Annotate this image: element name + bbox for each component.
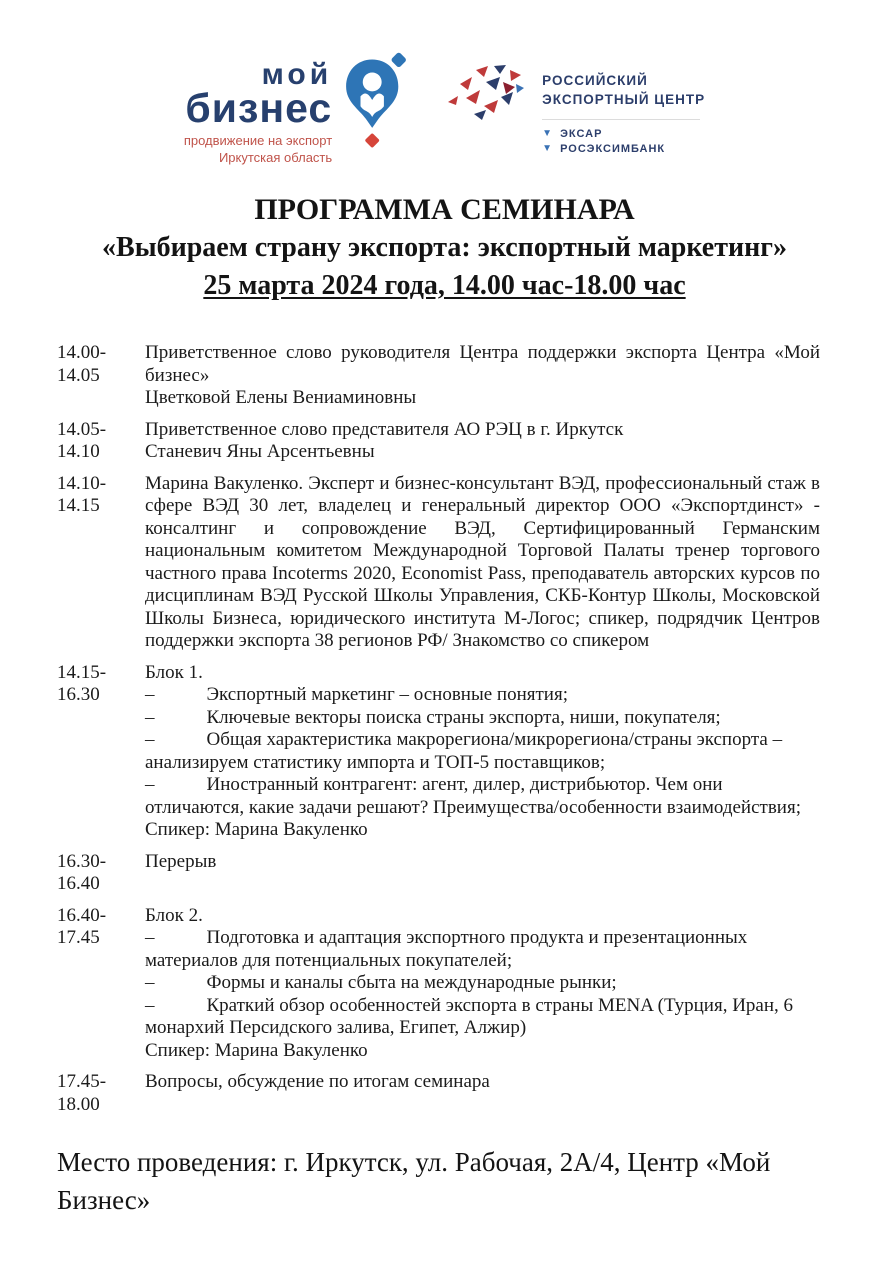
bullet-item [145,684,820,707]
bullet-text: Подготовка и адаптация экспортного продукта и презентационных материалов для потенциальных покупателей; [145,927,748,971]
bullet-text: Экспортный маркетинг – основные понятия; [206,684,568,706]
bullet-item [145,729,820,774]
time-start: 17.45- [57,1071,107,1093]
time-end: 18.00 [57,1093,100,1115]
bullet-item [145,927,820,972]
time-slot [57,662,145,842]
title-date-line: 25 марта 2024 года, 14.00 час-18.00 час [203,269,686,301]
time-slot [57,473,145,653]
logo-subtitle-line2: Иркутская область [218,150,333,166]
time-start: 14.15- [57,661,107,683]
time-end: 14.10 [57,441,100,463]
time-slot [57,905,145,1063]
header-logos [0,0,889,167]
row-content [145,473,820,653]
time-slot [57,342,145,410]
logo-subtitle-line1: продвижение на экспорт [183,132,333,148]
rec-triangles-icon [446,62,528,131]
time-start: 16.40- [57,904,107,926]
schedule-row [57,419,820,464]
row-content [145,342,820,410]
triangle-marker-icon: ▼ [542,127,553,139]
row-content [145,905,820,1063]
time-start: 14.10- [57,472,107,494]
bullet-text: Иностранный контрагент: агент, дилер, дистрибьютор. Чем они отличаются, какие задачи решают? Преимущества/особенности взаимодействия; [145,774,801,818]
time-end: 14.15 [57,495,100,517]
dash-marker: – [145,684,155,706]
seminar-schedule [57,342,820,1116]
time-end: 16.30 [57,684,100,706]
bullet-item [145,707,820,730]
block-label: Блок 2. [145,904,203,926]
time-end: 17.45 [57,927,100,949]
block-label: Блок 1. [145,661,203,683]
title-line1: ПРОГРАММА СЕМИНАРА [254,192,635,226]
logo-title-line2: бизнес [185,84,333,131]
row-paragraph: Станевич Яны Арсентьевны [145,441,375,463]
row-paragraph: Приветственное слово представителя АО РЭЦ в г. Иркутск [145,418,624,440]
bullet-item [145,995,820,1040]
rec-title-line2: ЭКСПОРТНЫЙ ЦЕНТР [542,91,706,107]
bullet-item [145,972,820,995]
time-end: 16.40 [57,873,100,895]
rec-divider [542,119,700,120]
bullet-text: Формы и каналы сбыта на международные рынки; [206,972,617,994]
rocket-pin-icon [338,52,410,161]
schedule-row [57,851,820,896]
dash-marker: – [145,994,155,1016]
time-slot [57,1071,145,1116]
dash-marker: – [145,729,155,751]
triangle-marker-icon: ▼ [542,142,553,154]
venue-line: Место проведения: г. Иркутск, ул. Рабочая, 2А/4, Центр «Мой Бизнес» [57,1147,771,1216]
time-start: 16.30- [57,850,107,872]
schedule-row [57,905,820,1063]
speaker-line: Спикер: Марина Вакуленко [145,819,368,841]
schedule-row [57,662,820,842]
row-content [145,662,820,842]
logo-subtitle [184,132,332,167]
rec-partner-roseximbank [542,143,705,155]
rec-partner-label: ЭКСАР [560,127,603,140]
row-paragraph: Цветковой Елены Вениаминовны [145,387,417,409]
time-start: 14.05- [57,418,107,440]
row-content [145,419,820,464]
schedule-row [57,342,820,410]
time-start: 14.00- [57,342,107,364]
bullet-text: Краткий обзор особенностей экспорта в страны MENA (Турция, Иран, 6 монархий Персидского залива, Египет, Алжир) [145,994,794,1039]
row-paragraph: Перерыв [145,850,217,872]
schedule-row [57,1071,820,1116]
title-line2: «Выбираем страну экспорта: экспортный маркетинг» [102,232,787,264]
rec-partner-label: РОСЭКСИМБАНК [560,142,666,155]
bullet-item [145,774,820,819]
time-end: 14.05 [57,364,100,386]
row-content [145,1071,820,1116]
schedule-row [57,473,820,653]
rec-logo [446,56,705,155]
time-slot [57,851,145,896]
document-title [0,193,889,303]
time-slot [57,419,145,464]
logo-title-line1: мой [261,58,333,91]
rec-partner-eksar [542,128,705,140]
speaker-line: Спикер: Марина Вакуленко [145,1039,368,1061]
row-paragraph: Вопросы, обсуждение по итогам семинара [145,1071,490,1093]
my-business-logo [184,52,410,167]
rec-title-line1: РОССИЙСКИЙ [542,73,648,88]
rec-logo-text [542,72,705,155]
bullet-text: Ключевые векторы поиска страны экспорта, ниши, покупателя; [206,706,721,728]
row-paragraph: Приветственное слово руководителя Центра поддержки экспорта Центра «Мой бизнес» [145,342,820,386]
dash-marker: – [145,774,155,796]
dash-marker: – [145,927,155,949]
dash-marker: – [145,972,155,994]
speaker-bio-paragraph: Марина Вакуленко. Эксперт и бизнес-консультант ВЭД, профессиональный стаж в сфере ВЭД 30 лет, владелец и генеральный директор ООО «Экспортдинст» - консалтинг и сопровождение ВЭД, Сертифицированный Германским национальным комитетом Международной Торговой Палаты тренер торгового частного права Incoterms 2020, Economist Pass, преподаватель авторских курсов по дисциплинам ВЭД Русской Школы Управления, СКБ-Контур Школы, Московской Школы Бизнеса, юридического института М-Логос; спикер, подрядчик Центров поддержки экспорта 38 регионов РФ/ Знакомство со спикером [145,472,820,652]
my-business-logo-text [183,58,333,167]
row-content [145,851,820,896]
dash-marker: – [145,706,155,728]
bullet-text: Общая характеристика макрорегиона/микрорегиона/страны экспорта – анализируем статистику импорта и ТОП-5 поставщиков; [145,729,783,773]
